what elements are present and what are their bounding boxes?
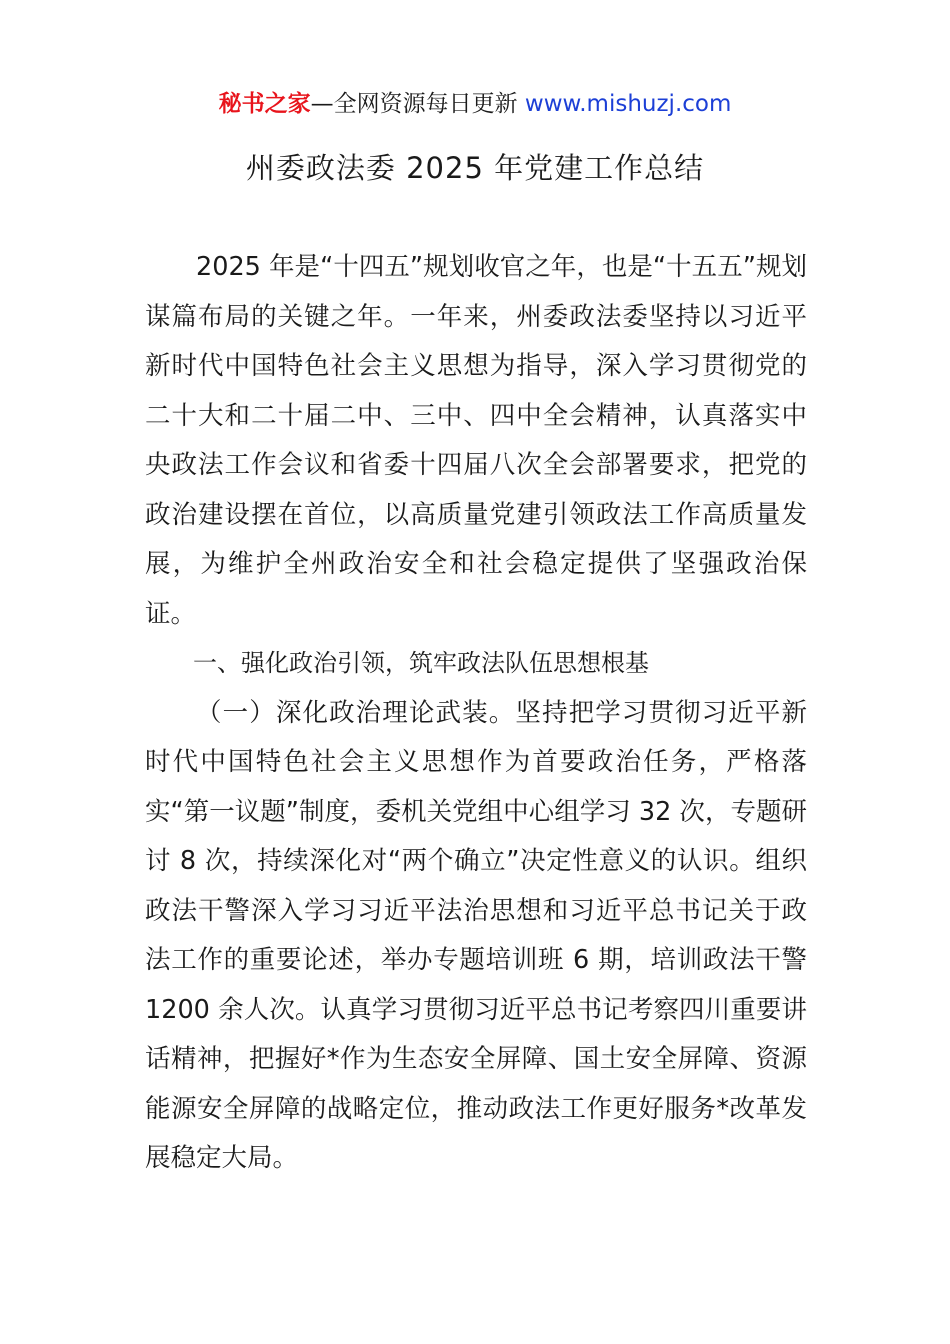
subsection-paragraph: （一）深化政治理论武装。坚持把学习贯彻习近平新时代中国特色社会主义思想作为首要政治任务，严格落实“第一议题”制度，委机关党组中心组学习 32 次，专题研讨 8 次，持续深化对“两个确立”决定性意义的认识。组织政法干警深入学习习近平法治思想和习近平总书记关于政法工作的重要论述，举办专题培训班 6 期，培训政法干警 1200 余人次。认真学习贯彻习近平总书记考察四川重要讲话精神，把握好*作为生态安全屏障、国土安全屏障、资源能源安全屏障的战略定位，推动政法工作更好服务*改革发展稳定大局。 bbox=[145, 697, 807, 1173]
brand-name: 秘书之家 bbox=[218, 91, 311, 117]
section-heading: 一、强化政治引领，筑牢政法队伍思想根基 bbox=[193, 649, 649, 677]
site-header bbox=[0, 86, 950, 122]
document-body bbox=[145, 243, 807, 1184]
document-title: 州委政法委 2025 年党建工作总结 bbox=[245, 151, 705, 185]
site-url[interactable]: www.mishuzj.com bbox=[524, 91, 732, 117]
intro-paragraph: 2025 年是“十四五”规划收官之年，也是“十五五”规划谋篇布局的关键之年。一年来，州委政法委坚持以习近平新时代中国特色社会主义思想为指导，深入学习贯彻党的二十大和二十届二中、三中、四中全会精神，认真落实中央政法工作会议和省委十四届八次全会部署要求，把党的政治建设摆在首位，以高质量党建引领政法工作高质量发展，为维护全州政治安全和社会稳定提供了坚强政治保证。 bbox=[145, 252, 807, 629]
header-tagline: —全网资源每日更新 bbox=[310, 91, 518, 117]
